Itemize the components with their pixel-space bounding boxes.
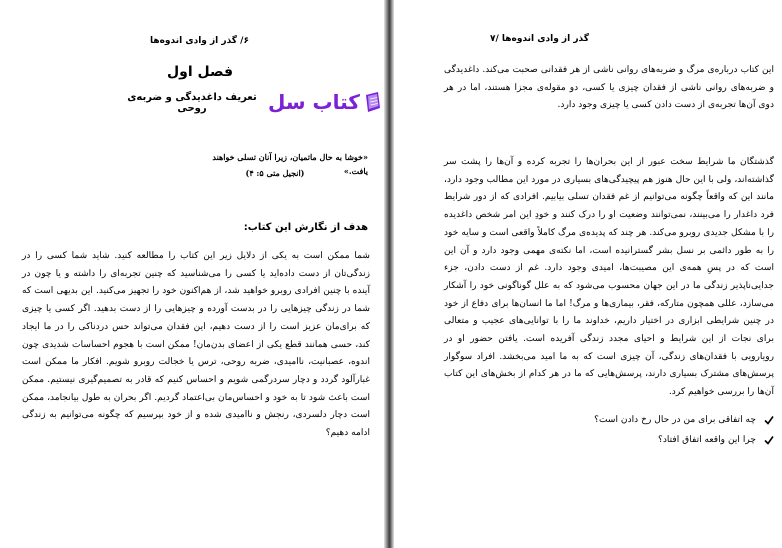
book-spine	[384, 0, 394, 548]
right-page	[394, 0, 782, 548]
list-item-text: چرا این واقعه اتفاق افتاد؟	[658, 435, 756, 445]
epigraph: «خوشا به حال ماتمیان، زیرا آنان تسلی خواهند یافت.»	[212, 152, 368, 176]
list-item	[444, 430, 774, 450]
running-head-left: ۶/ گذر از وادی اندوه‌ها	[150, 36, 249, 46]
logo-text: کتاب سل	[268, 90, 360, 114]
list-item	[444, 410, 774, 430]
checkmark-icon	[764, 415, 774, 425]
body-paragraph: شما ممکن است به یکی از دلایل زیر این کتاب را مطالعه کنید. شاید شما کسی را در زندگی‌تان از دست داده‌اید یا کسی را می‌شناسید که چنین تجربه‌ای را داشته و یا چون در آینده با چنین افرادی روبرو خواهید شد، از هم‌اکنون خود را تجهیز می‌کنید. این بدیهی است که شما در زندگی چیزهایی را در بدست آورده و چیزهایی را از دست بدهید. اگر کسی یا چیزی که برای‌مان عزیز است را از دست دهیم، این فقدان می‌تواند حس دردناکی را در ما ایجاد کند، حسی همانند قطع یکی از اعضای بدن‌مان! ممکن است با هجوم احساسات شدیدی چون اندوه، عصبانیت، ناامیدی، ضربه روحی، ترس یا خجالت روبرو شویم. افکار ما ممکن است غبارآلود گردد و دچار سردرگمی شویم و احساس کنیم که قادر به تصمیم‌گیری نیستیم. ممکن است باعث شود تا به خود و احساس‌مان بی‌اعتماد گردیم. اگر بحران به طول بیانجامد، ممکن است دچار دلسردی، رنجش و ناامیدی شده و از خود بپرسیم که چگونه می‌توانیم به زندگی ادامه دهیم؟	[22, 251, 370, 439]
chapter-title: فصل اول	[167, 64, 233, 80]
body-paragraph-2: گذشتگان ما شرایط سخت عبور از این بحران‌ها را تجربه کرده و آن‌ها را پشت سر گذاشته‌اند، ولی با این حال هنوز هم پیچیدگی‌های بسیاری در مورد این مطالب وجود دارد، مانند این که واقعاً چگونه می‌توانیم از غم فقدان تسلی بیابیم. افرادی که از دور شرایط فرد داغدار را می‌بینند، نمی‌توانند وضعیت او را درک کنند و خودِ این امر شخص داغدیده را با مشکل جدیدی روبرو می‌کند. هر چند که پدیده‌ی مرگ کاملاً واقعی است و سایه خود را به طور دائمی بر نسل بشر گسترانیده است، اما نکته‌ی مهمی وجود دارد و آن این است که در پسِ همه‌ی این مصیبت‌ها، امیدی وجود دارد. غم از دست دادن، جزء جدایی‌ناپذیر زندگی ما در این جهان محسوب می‌شود که به علل گوناگونی خود را آشکار می‌سازد، عللی همچون متارکه، فقر، بیماری‌ها و مرگ! اما ما انسان‌ها برای دفاع از خود در چنین شرایطی ابزاری در اختیار داریم، خداوند ما را با توانایی‌های عجیب و متعالی برای نجات از این شرایط و احیای مجدد زندگی آفریده است. یافتن حضور او در رویارویی با فقدان‌های زندگی، آن چیزی است که به ما امید می‌بخشد. افراد سوگوار پرسش‌های مشترک بسیاری دارند، پرسش‌هایی که ما در هر کدام از بخش‌های این کتاب آن‌ها را بررسی خواهیم کرد.	[444, 157, 774, 398]
section-heading: هدف از نگارش این کتاب:	[243, 222, 368, 233]
question-list	[444, 410, 774, 450]
checkmark-icon	[764, 435, 774, 445]
epigraph-reference: (انجیل متی ۵: ۴)	[245, 168, 305, 178]
running-head-right: گذر از وادی اندوه‌ها /۷	[490, 34, 589, 44]
list-item-text: چه اتفاقی برای من در حال رخ دادن است؟	[594, 415, 756, 425]
watermark-logo	[268, 82, 384, 122]
book-icon	[364, 91, 382, 113]
body-paragraph-1: این کتاب درباره‌ی مرگ و ضربه‌های روانی ناشی از هر فقدانی صحبت می‌کند. داغدیدگی و ضربه‌های روانی ناشی از فقدان چیزی یا کسی، دو مقوله‌ی مجزا هستند، اما در هر دوی آن‌ها تجربه‌ی از دست دادن کسی یا چیزی وجود دارد.	[444, 65, 774, 111]
left-page	[0, 0, 384, 548]
chapter-subtitle: تعریف داغدیدگی و ضربه‌ی روحی	[127, 92, 257, 114]
